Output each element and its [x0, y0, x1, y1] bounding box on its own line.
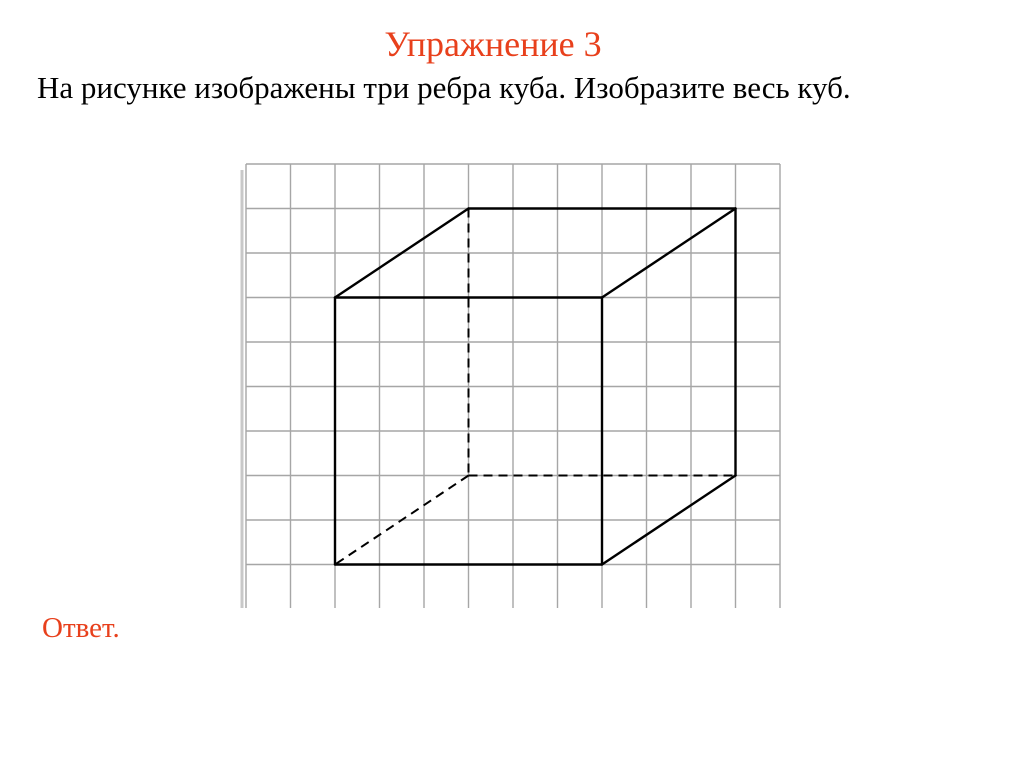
cube-figure: [236, 156, 788, 608]
answer-label: Ответ.: [42, 612, 120, 644]
slide-title: Упражнение 3: [384, 24, 602, 64]
grid-lines: [246, 164, 780, 608]
task-text: На рисунке изображены три ребра куба. Изобразите весь куб.: [37, 70, 851, 105]
cube-grid-diagram: [236, 156, 788, 608]
